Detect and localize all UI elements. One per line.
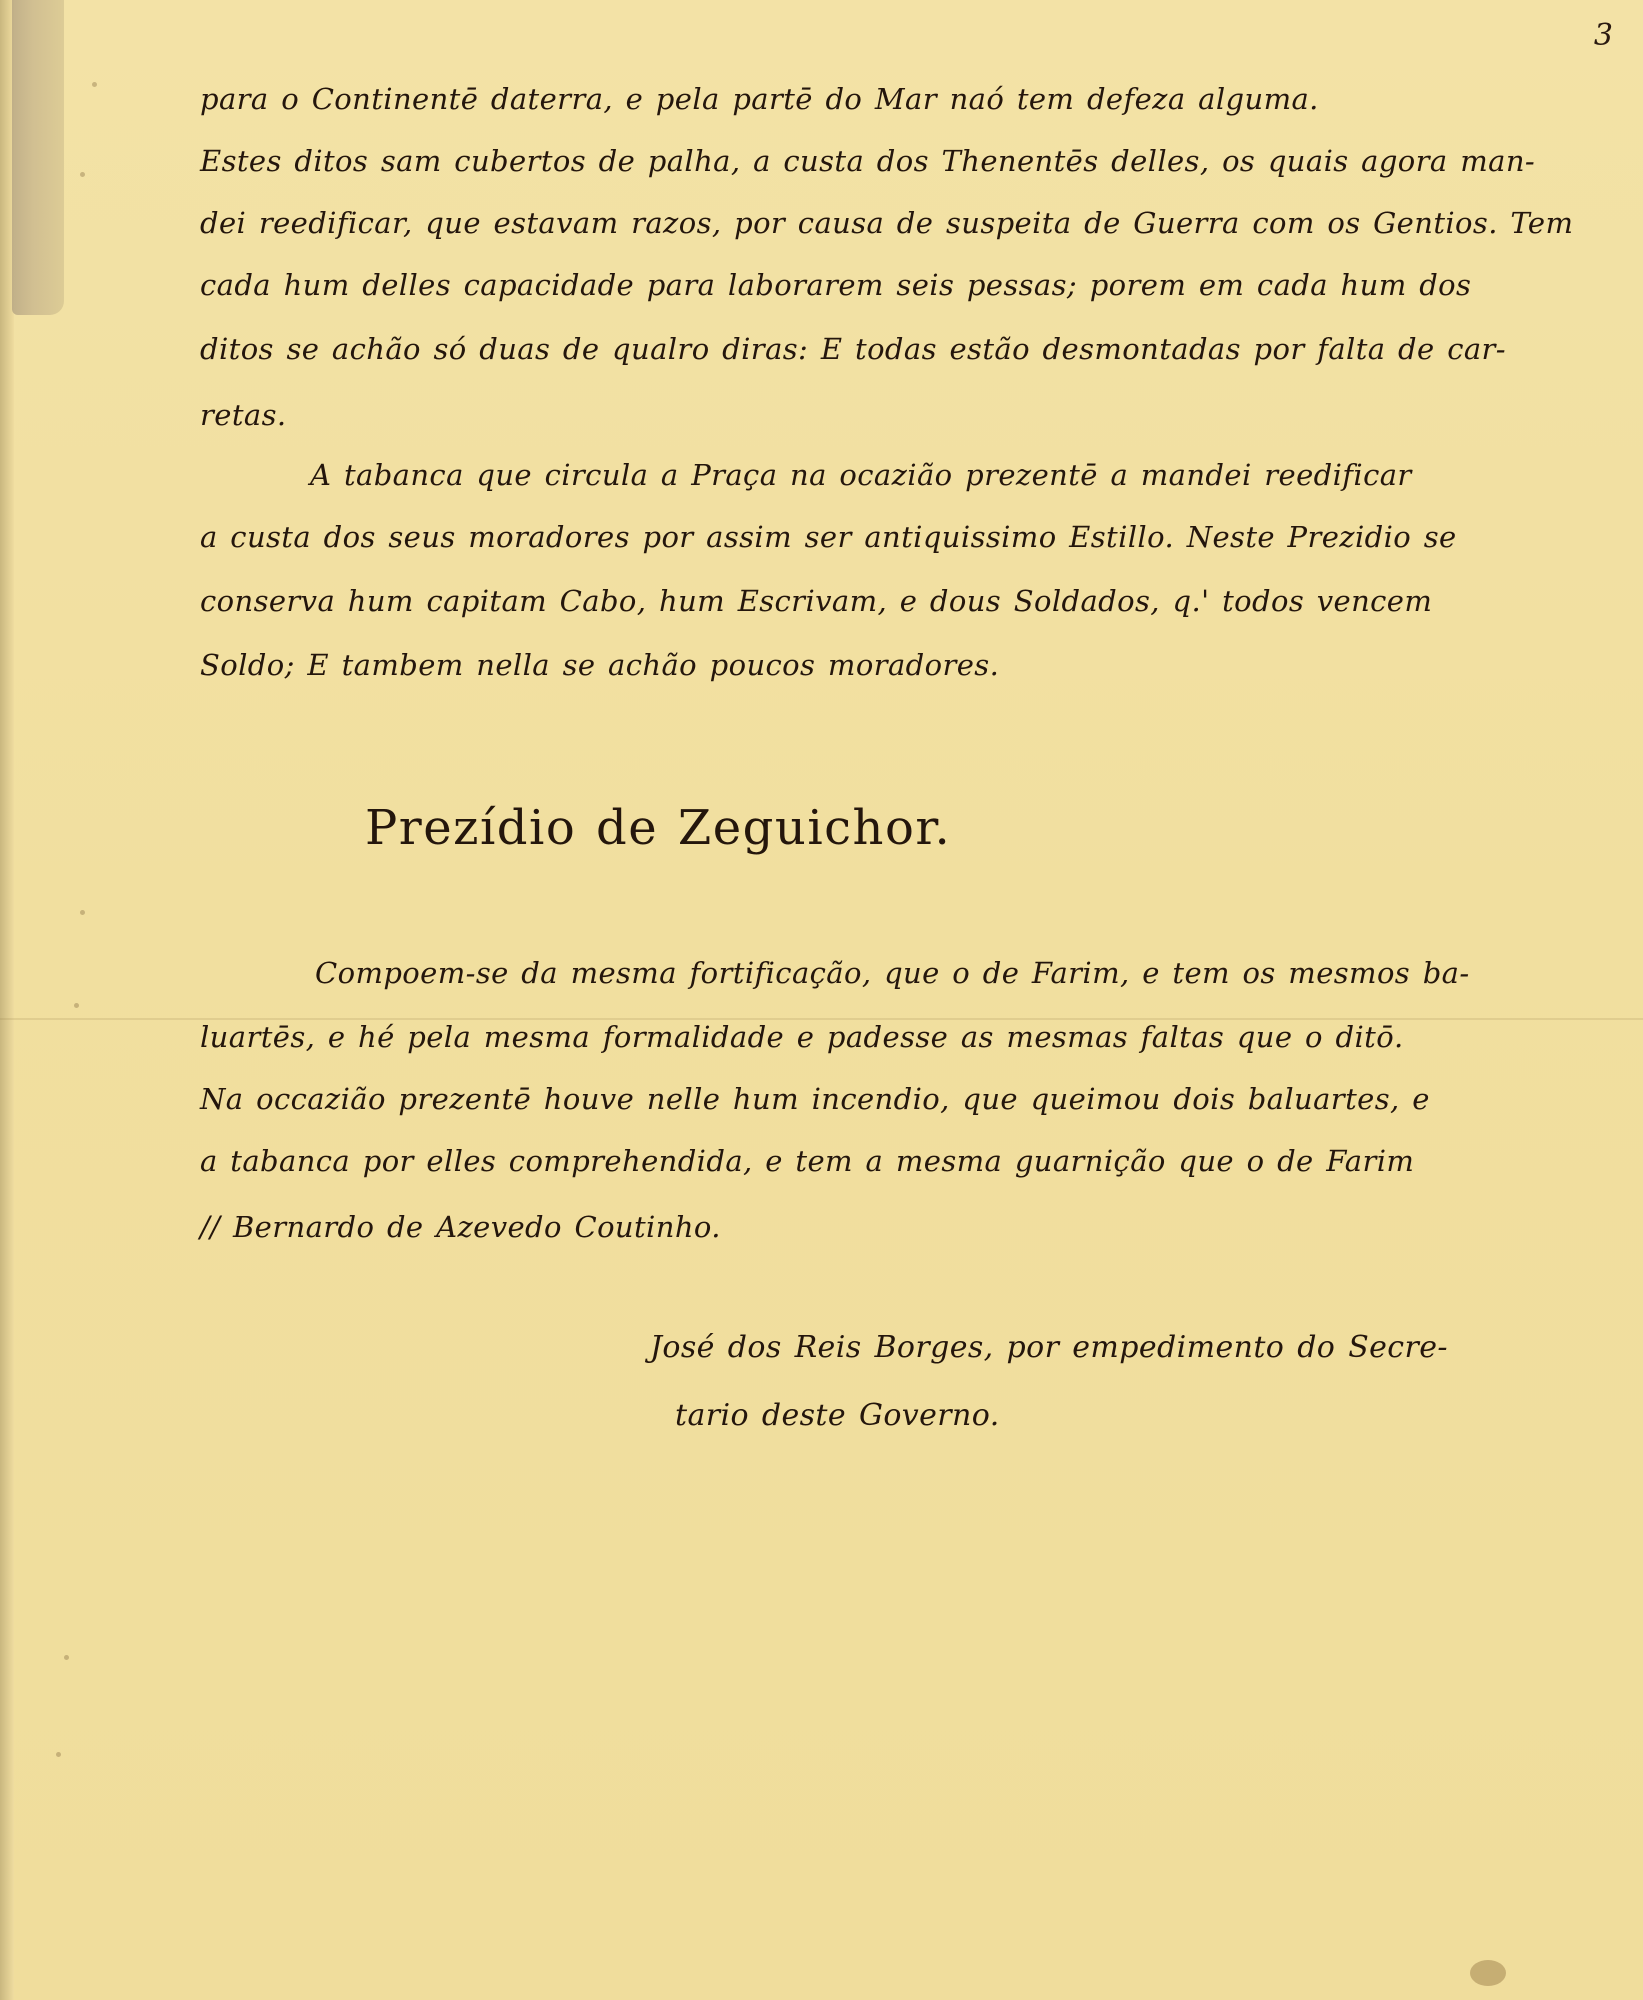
paragraph-3-line-1: Compoem-se da mesma fortificação, que o de Farim, e tem os mesmos ba- (315, 956, 1470, 990)
paragraph-3-line-3: Na occazião prezentē houve nelle hum incendio, que queimou dois baluartes, e (200, 1082, 1430, 1116)
signature-line-1: José dos Reis Borges, por empedimento do Secre- (650, 1330, 1448, 1365)
binding-hole (56, 1752, 61, 1757)
paragraph-3-line-5: // Bernardo de Azevedo Coutinho. (200, 1210, 721, 1244)
section-heading: Prezídio de Zeguichor. (365, 800, 952, 856)
paragraph-1-line-4: cada hum delles capacidade para laborarem seis pessas; porem em cada hum dos (200, 268, 1472, 302)
signature-line-2: tario deste Governo. (675, 1398, 1000, 1433)
paragraph-3-line-4: a tabanca por elles comprehendida, e tem a mesma guarnição que o de Farim (200, 1144, 1415, 1178)
binding-hole (74, 1003, 79, 1008)
binding-hole (92, 82, 97, 87)
paragraph-2-line-4: Soldo; E tambem nella se achão poucos moradores. (200, 648, 1000, 682)
ink-stain (1470, 1960, 1506, 1986)
page-number: 3 (1593, 18, 1613, 53)
binding-tape (12, 0, 64, 315)
paragraph-3-line-2: luartēs, e hé pela mesma formalidade e padesse as mesmas faltas que o ditō. (200, 1020, 1404, 1054)
paragraph-1-line-5: ditos se achão só duas de qualro diras: E todas estão desmontadas por falta de car- (200, 332, 1506, 366)
paragraph-2-line-3: conserva hum capitam Cabo, hum Escrivam, e dous Soldados, q.' todos vencem (200, 584, 1433, 618)
paragraph-1-line-1: para o Continentē daterra, e pela partē do Mar naó tem defeza alguma. (200, 82, 1319, 116)
binding-hole (64, 1655, 69, 1660)
binding-hole (80, 910, 85, 915)
binding-hole (80, 172, 85, 177)
paragraph-2-line-2: a custa dos seus moradores por assim ser antiquissimo Estillo. Neste Prezidio se (200, 520, 1457, 554)
paragraph-1-line-6: retas. (200, 398, 287, 432)
paragraph-1-line-3: dei reedificar, que estavam razos, por causa de suspeita de Guerra com os Gentios. Tem (200, 206, 1574, 240)
paragraph-1-line-2: Estes ditos sam cubertos de palha, a custa dos Thenentēs delles, os quais agora man- (200, 144, 1536, 178)
paragraph-2-line-1: A tabanca que circula a Praça na ocazião prezentē a mandei reedificar (310, 458, 1412, 492)
